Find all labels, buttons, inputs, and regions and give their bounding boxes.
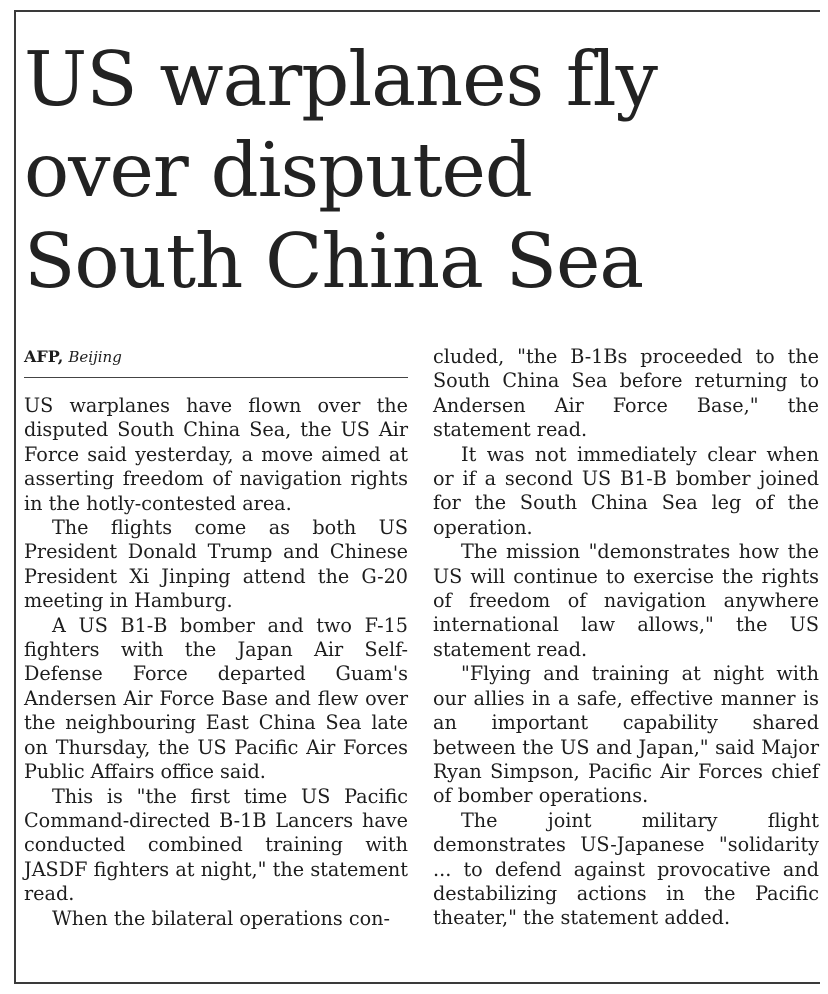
article-headline [24, 34, 814, 307]
paragraph: The joint military flight demonstrates US-Japanese "solidarity ... to defend against provocative and destabilizing actions in the Pacific theater," the statement added. [433, 808, 819, 930]
article-column-right [433, 345, 819, 931]
paragraph: When the bilateral operations con- [52, 906, 390, 930]
headline-line-2: over disputed [24, 126, 532, 214]
byline [24, 347, 122, 367]
bottom-border-rule [14, 982, 820, 984]
paragraph: The flights come as both US President Donald Trump and Chinese President Xi Jinping attend the G-20 meeting in Hamburg. [24, 516, 408, 613]
paragraph: It was not immediately clear when or if a second US B1-B bomber joined for the South China Sea leg of the operation. [433, 442, 819, 539]
left-border-rule [14, 10, 16, 984]
byline-location: Beijing [68, 348, 122, 366]
byline-divider [24, 377, 408, 378]
byline-agency: AFP, [24, 347, 64, 366]
headline-line-3: South China Sea [24, 217, 644, 305]
paragraph: US warplanes have flown over the disputed South China Sea, the US Air Force said yesterday, a move aimed at asserting freedom of navigation rights in the hotly-contested area. [24, 394, 408, 515]
paragraph: The mission "demonstrates how the US will continue to exercise the rights of freedom of navigation anywhere international law allows," the US statement read. [433, 540, 819, 661]
paragraph: This is "the first time US Pacific Command-directed B-1B Lancers have conducted combined training with JASDF fighters at night," the statement read. [24, 784, 408, 906]
paragraph: cluded, "the B-1Bs proceeded to the South China Sea before returning to Andersen Air Force Base," the statement read. [433, 345, 819, 442]
article-column-left [24, 394, 408, 931]
headline-line-1: US warplanes fly [24, 35, 658, 123]
paragraph: "Flying and training at night with our allies in a safe, effective manner is an important capability shared between the US and Japan," said Major Ryan Simpson, Pacific Air Forces chief of bomber operations. [433, 662, 819, 808]
paragraph: A US B1-B bomber and two F-15 fighters with the Japan Air Self-Defense Force departed Guam's Andersen Air Force Base and flew over the neighbouring East China Sea late on Thursday, the US Pacific Air Forces Public Affairs office said. [24, 613, 408, 784]
top-border-rule [14, 10, 820, 12]
